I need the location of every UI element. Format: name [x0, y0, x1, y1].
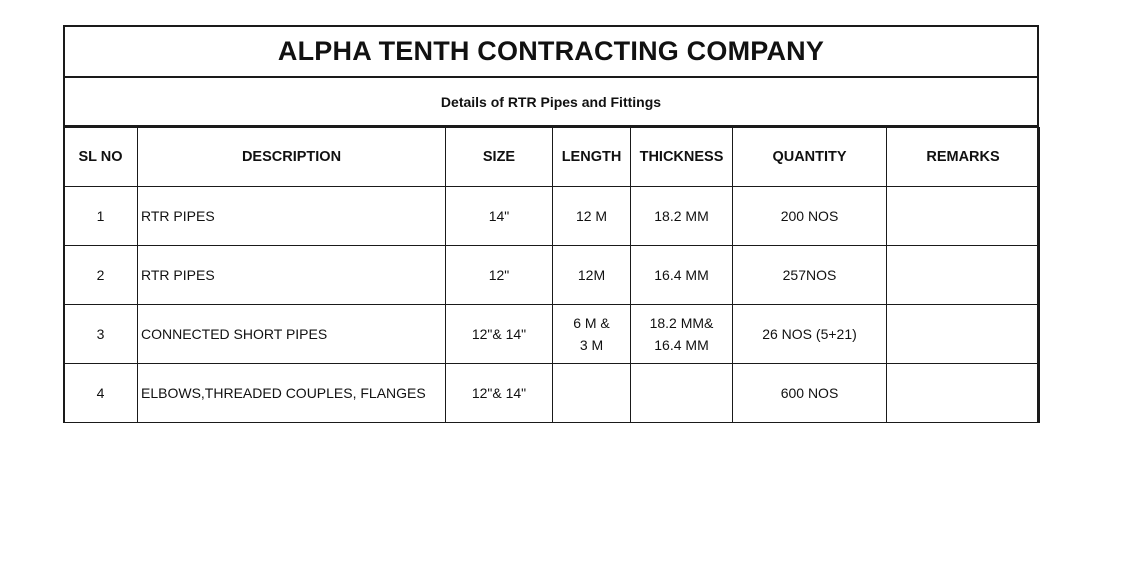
header-sl-no: SL NO — [64, 128, 138, 187]
cell-sl-no: 1 — [64, 187, 138, 246]
table-row — [64, 246, 1040, 305]
cell-remarks — [887, 364, 1040, 423]
pipes-table-sheet — [63, 25, 1039, 423]
header-thickness: THICKNESS — [631, 128, 733, 187]
cell-description: RTR PIPES — [138, 246, 446, 305]
header-length: LENGTH — [553, 128, 631, 187]
table-row — [64, 305, 1040, 364]
cell-sl-no: 2 — [64, 246, 138, 305]
cell-length-line2: 3 M — [579, 337, 604, 353]
cell-length — [553, 187, 631, 246]
cell-thickness — [631, 305, 733, 364]
cell-description: RTR PIPES — [138, 187, 446, 246]
cell-quantity: 257NOS — [733, 246, 887, 305]
cell-length-line1: 12M — [577, 267, 606, 283]
cell-size: 12"& 14" — [446, 305, 553, 364]
header-remarks: REMARKS — [887, 128, 1040, 187]
table-row — [64, 187, 1040, 246]
pipes-fittings-table — [63, 127, 1040, 423]
cell-thickness-line1: 18.2 MM — [654, 208, 709, 224]
cell-length — [553, 305, 631, 364]
cell-size: 12"& 14" — [446, 364, 553, 423]
cell-sl-no: 3 — [64, 305, 138, 364]
cell-remarks — [887, 246, 1040, 305]
cell-thickness-line1: 16.4 MM — [654, 267, 709, 283]
cell-thickness — [631, 187, 733, 246]
cell-remarks — [887, 187, 1040, 246]
header-quantity: QUANTITY — [733, 128, 887, 187]
table-subtitle: Details of RTR Pipes and Fittings — [65, 78, 1037, 127]
cell-quantity: 200 NOS — [733, 187, 887, 246]
cell-length-line1: 6 M & — [573, 315, 610, 331]
cell-size: 14" — [446, 187, 553, 246]
cell-thickness — [631, 246, 733, 305]
cell-description: ELBOWS,THREADED COUPLES, FLANGES — [138, 364, 446, 423]
cell-remarks — [887, 305, 1040, 364]
cell-length — [553, 364, 631, 423]
cell-description: CONNECTED SHORT PIPES — [138, 305, 446, 364]
cell-length — [553, 246, 631, 305]
table-row — [64, 364, 1040, 423]
cell-size: 12" — [446, 246, 553, 305]
cell-length-line1: 12 M — [575, 208, 608, 224]
cell-sl-no: 4 — [64, 364, 138, 423]
cell-quantity: 600 NOS — [733, 364, 887, 423]
cell-thickness-line2: 16.4 MM — [654, 337, 709, 353]
cell-thickness-line1: 18.2 MM& — [649, 315, 714, 331]
company-title: ALPHA TENTH CONTRACTING COMPANY — [65, 27, 1037, 78]
header-size: SIZE — [446, 128, 553, 187]
table-header-row — [64, 128, 1040, 187]
cell-thickness — [631, 364, 733, 423]
cell-quantity: 26 NOS (5+21) — [733, 305, 887, 364]
header-description: DESCRIPTION — [138, 128, 446, 187]
